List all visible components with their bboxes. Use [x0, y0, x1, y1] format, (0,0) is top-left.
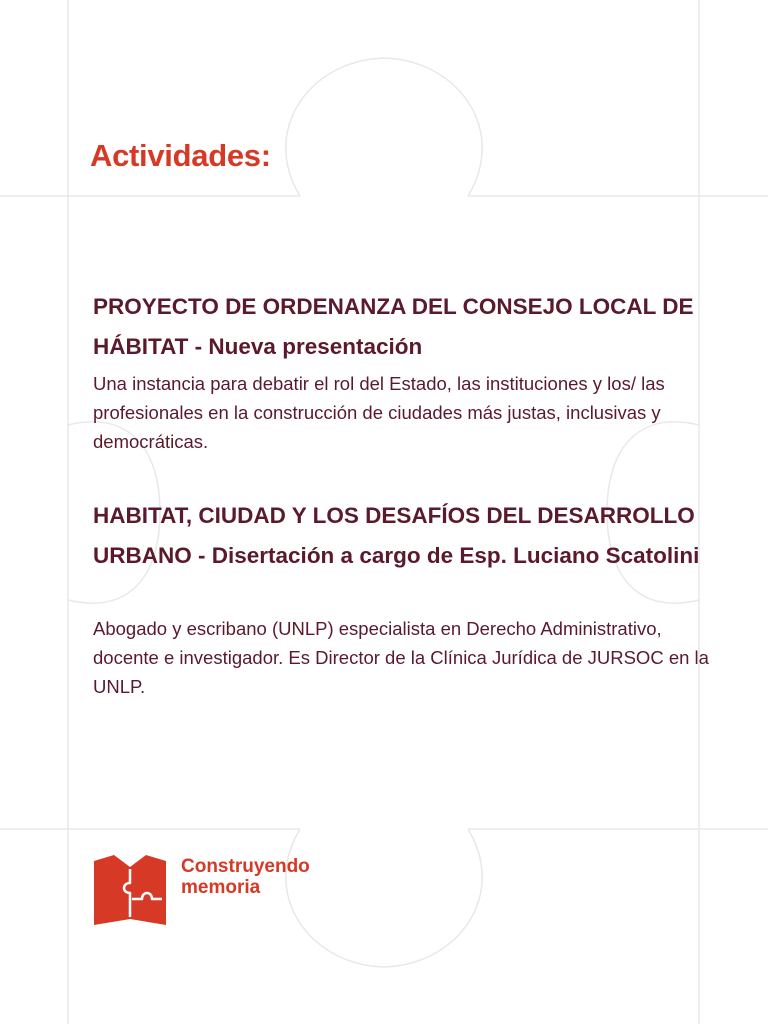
- activity-description: Una instancia para debatir el rol del Estado, las instituciones y los/ las profesionales en la construcción de ciudades más justas, inclusivas y democráticas.: [93, 373, 665, 452]
- activity-title-subtitle: - Nueva presentación: [194, 334, 423, 359]
- activity-title: [93, 287, 713, 367]
- brand-line-2: memoria: [181, 877, 261, 898]
- brand-line-1: Construyendo: [181, 856, 310, 877]
- section-heading: Actividades:: [90, 138, 271, 173]
- brand-name: [181, 856, 310, 898]
- activity-description: Abogado y escribano (UNLP) especialista en Derecho Administrativo, docente e investigador. Es Director de la Clínica Jurídica de JURSOC en la UNLP.: [93, 618, 709, 697]
- activity-title: [93, 496, 713, 576]
- book-puzzle-logo-icon: [94, 855, 166, 925]
- activity-title-subtitle: - Disertación a cargo de Esp. Luciano Scatolini: [198, 543, 700, 568]
- activity-title-main: HABITAT, CIUDAD Y LOS DESAFÍOS DEL DESARROLLO URBANO: [93, 503, 695, 568]
- activity-title-main: PROYECTO DE ORDENANZA DEL CONSEJO LOCAL DE HÁBITAT: [93, 294, 694, 359]
